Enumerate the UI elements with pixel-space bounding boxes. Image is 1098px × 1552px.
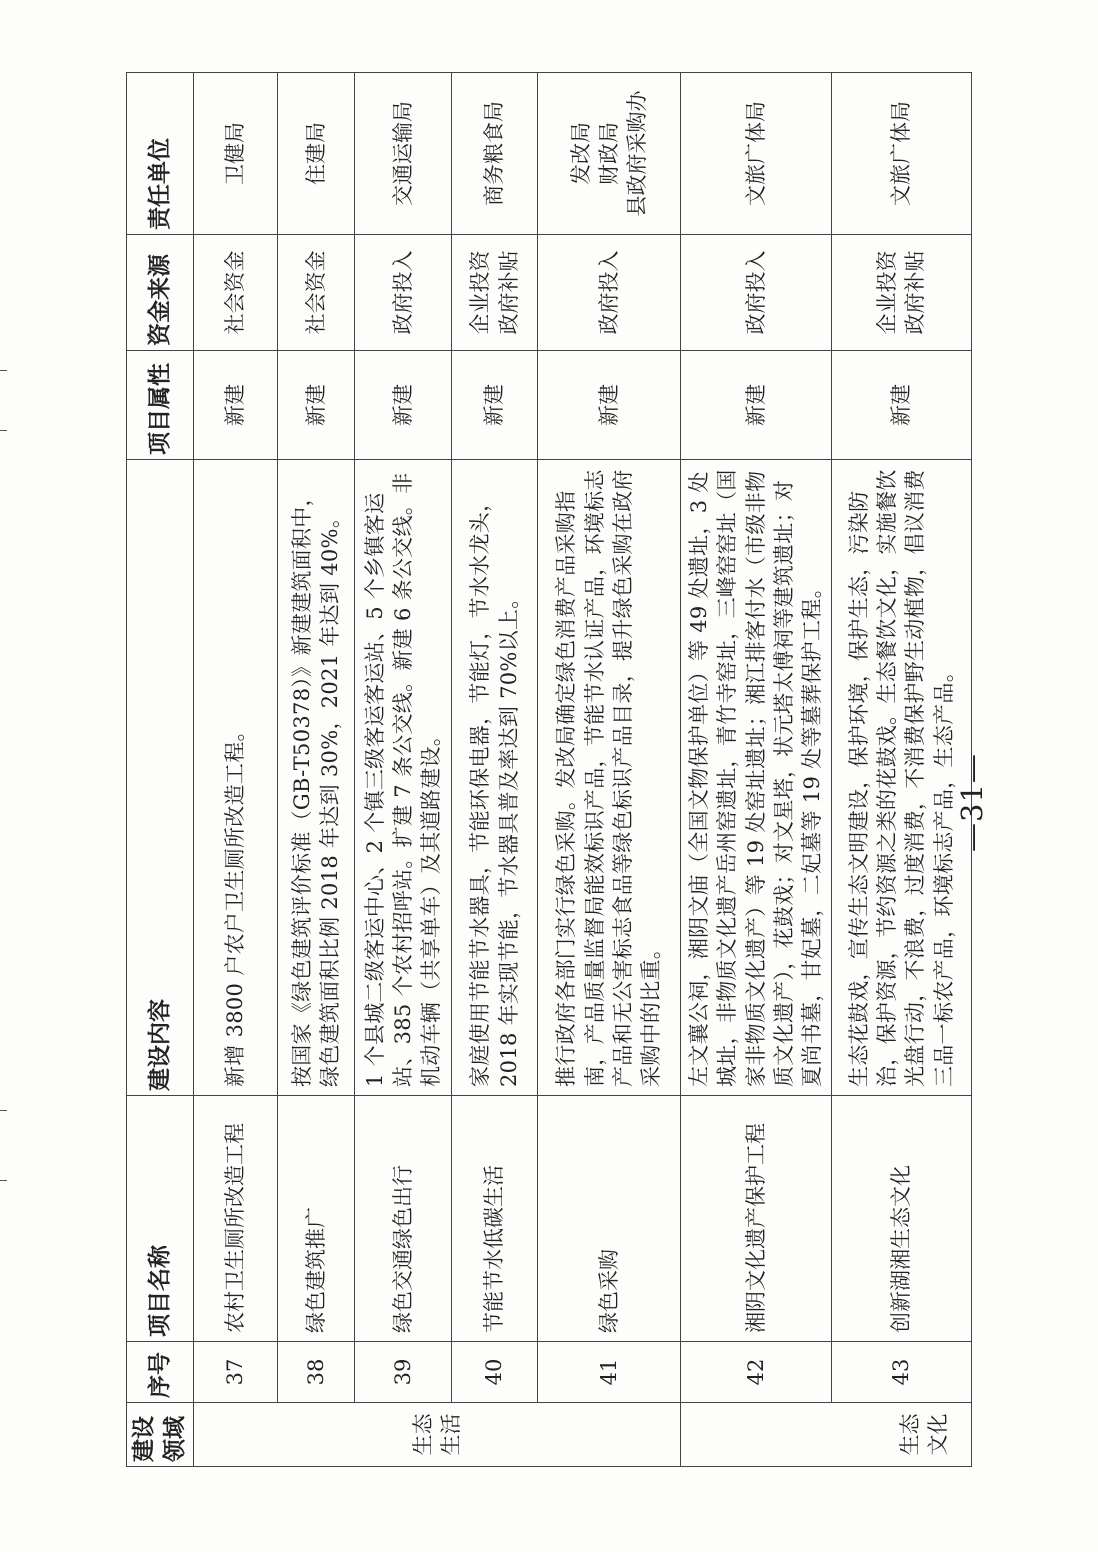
row-name: 绿色采购 xyxy=(538,1096,681,1342)
row-seq: 42 xyxy=(681,1342,832,1403)
row-attr: 新建 xyxy=(831,351,971,460)
row-attr: 新建 xyxy=(681,351,832,460)
row-unit: 文旅广体局 xyxy=(681,73,832,235)
header-domain: 建设领域 xyxy=(127,1403,194,1467)
row-name: 绿色建筑推广 xyxy=(278,1096,355,1342)
row-seq: 38 xyxy=(278,1342,355,1403)
row-fund: 政府投入 xyxy=(538,235,681,351)
row-seq: 43 xyxy=(831,1342,971,1403)
binding-mark xyxy=(0,1110,7,1111)
row-attr: 新建 xyxy=(278,351,355,460)
table-row xyxy=(831,73,971,1467)
row-fund: 企业投资 政府补贴 xyxy=(831,235,971,351)
row-fund: 政府投入 xyxy=(681,235,832,351)
row-fund: 企业投资 政府补贴 xyxy=(452,235,538,351)
header-content: 建设内容 xyxy=(127,460,194,1096)
row-unit: 发改局 财政局 县政府采购办 xyxy=(538,73,681,235)
header-unit: 责任单位 xyxy=(127,73,194,235)
row-unit: 交通运输局 xyxy=(355,73,452,235)
row-name: 创新湖湘生态文化 xyxy=(831,1096,971,1342)
row-attr: 新建 xyxy=(194,351,278,460)
project-table xyxy=(126,72,972,1467)
row-fund: 政府投入 xyxy=(355,235,452,351)
row-unit: 住建局 xyxy=(278,73,355,235)
row-name: 节能节水低碳生活 xyxy=(452,1096,538,1342)
header-seq: 序号 xyxy=(127,1342,194,1403)
row-unit: 商务粮食局 xyxy=(452,73,538,235)
row-seq: 39 xyxy=(355,1342,452,1403)
row-content: 家庭使用节能节水器具，节能环保电器，节能灯，节水水龙头，2018 年实现节能，节水器具普及率达到 70%以上。 xyxy=(452,460,538,1096)
table-row xyxy=(355,73,452,1467)
table-row xyxy=(194,73,278,1467)
page-number: —31— xyxy=(955,753,989,852)
domain-cell-eco-culture: 生态文化 xyxy=(681,1403,972,1467)
row-content: 左文襄公祠，湘阴文庙（全国文物保护单位）等 49 处遗址，3 处城址，非物质文化遗产岳州窑遗址，青竹寺窑址，三峰窑窑址（国家非物质文化遗产）等 19 处窑址遗址；湘江排客付水（市级非物质文化遗产），花鼓戏；对文星塔，状元塔太傅祠等建筑遗址；对夏尚书墓，甘妃墓，二妃墓等 19 处等墓葬保护工程。 xyxy=(681,460,832,1096)
row-content: 新增 3800 户农户卫生厕所改造工程。 xyxy=(194,460,278,1096)
header-name: 项目名称 xyxy=(127,1096,194,1342)
header-attr: 项目属性 xyxy=(127,351,194,460)
row-fund: 社会资金 xyxy=(194,235,278,351)
row-fund: 社会资金 xyxy=(278,235,355,351)
row-seq: 41 xyxy=(538,1342,681,1403)
table-row xyxy=(278,73,355,1467)
row-name: 农村卫生厕所改造工程 xyxy=(194,1096,278,1342)
header-fund: 资金来源 xyxy=(127,235,194,351)
row-attr: 新建 xyxy=(538,351,681,460)
row-content: 生态花鼓戏，宣传生态文明建设，保护环境，保护生态，污染防治，保护资源，节约资源之类的花鼓戏。生态餐饮文化，实施餐饮光盘行动，不浪费，过度消费，不消费保护野生动植物，倡议消费三品一标农产品，环境标志产品，生态产品。 xyxy=(831,460,971,1096)
row-unit: 文旅广体局 xyxy=(831,73,971,235)
row-attr: 新建 xyxy=(452,351,538,460)
row-attr: 新建 xyxy=(355,351,452,460)
row-content: 1 个县城二级客运中心、2 个镇三级客运客运站、5 个乡镇客运站、385 个农村招呼站。扩建 7 条公交线。新建 6 条公交线。非机动车辆（共享单车）及其道路建设。 xyxy=(355,460,452,1096)
domain-cell-eco-life: 生态生活 xyxy=(194,1403,681,1467)
row-name: 湘阴文化遗产保护工程 xyxy=(681,1096,832,1342)
row-seq: 37 xyxy=(194,1342,278,1403)
table-row xyxy=(681,73,832,1467)
row-unit: 卫健局 xyxy=(194,73,278,235)
binding-mark xyxy=(0,1180,7,1181)
binding-mark xyxy=(0,430,7,431)
header-row xyxy=(127,73,194,1467)
row-name: 绿色交通绿色出行 xyxy=(355,1096,452,1342)
row-content: 推行政府各部门实行绿色采购。发改局确定绿色消费产品采购指南，产品质量监督局能效标识产品，节能节水认证产品，环境标志产品和无公害标志食品等绿色标识产品目录，提升绿色采购在政府采购中的比重。 xyxy=(538,460,681,1096)
binding-mark xyxy=(0,370,7,371)
row-content: 按国家《绿色建筑评价标准（GB-T50378）》新建建筑面积中，绿色建筑面积比例 2018 年达到 30%，2021 年达到 40%。 xyxy=(278,460,355,1096)
table-row xyxy=(452,73,538,1467)
table-row xyxy=(538,73,681,1467)
row-seq: 40 xyxy=(452,1342,538,1403)
